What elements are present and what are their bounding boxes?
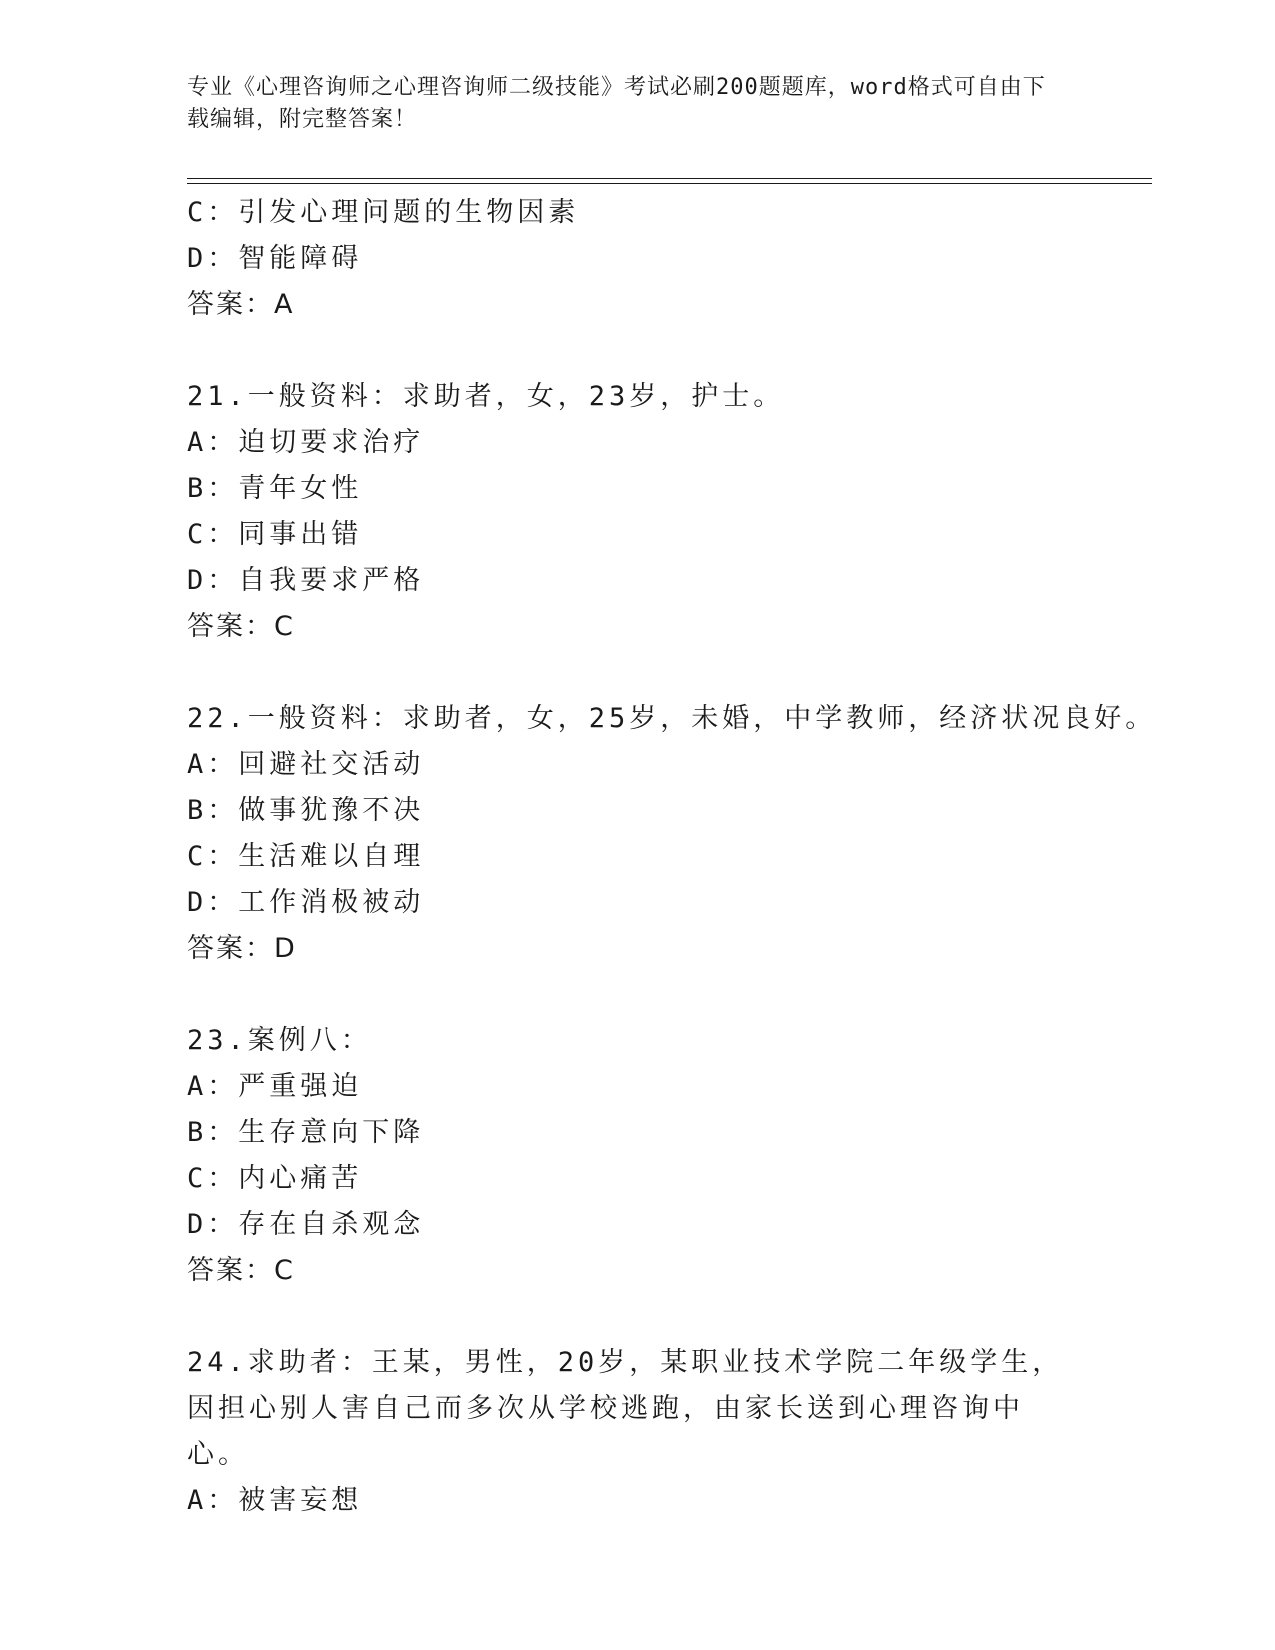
option-c: C：引发心理问题的生物因素 [187, 197, 580, 228]
option-d: D：工作消极被动 [187, 887, 425, 918]
question-block-22 [187, 696, 1157, 972]
question-stem: 23.案例八： [187, 1025, 372, 1056]
option-c: C：生活难以自理 [187, 841, 425, 872]
option-b: B：生存意向下降 [187, 1117, 425, 1148]
header-divider-bottom [187, 183, 1152, 184]
option-a: A：回避社交活动 [187, 749, 425, 780]
question-block-21 [187, 374, 1087, 650]
question-stem: 22.一般资料：求助者，女，25岁，未婚，中学教师，经济状况良好。 [187, 703, 1157, 734]
question-list [187, 190, 1157, 1524]
option-c: C：内心痛苦 [187, 1163, 363, 1194]
document-header: 专业《心理咨询师之心理咨询师二级技能》考试必刷200题题库，word格式可自由下载编辑，附完整答案！ [187, 75, 1046, 132]
option-b: B：青年女性 [187, 473, 363, 504]
option-a: A：被害妄想 [187, 1485, 363, 1516]
question-block-23 [187, 1018, 1087, 1294]
option-a: A：迫切要求治疗 [187, 427, 425, 458]
option-a: A：严重强迫 [187, 1071, 363, 1102]
question-stem: 24.求助者：王某，男性，20岁，某职业技术学院二年级学生，因担心别人害自己而多次从学校逃跑，由家长送到心理咨询中心。 [187, 1347, 1064, 1470]
answer-line: 答案：C [187, 611, 295, 642]
option-d: D：自我要求严格 [187, 565, 425, 596]
answer-line: 答案：D [187, 933, 297, 964]
question-block-24 [187, 1340, 1087, 1524]
question-block-continued [187, 190, 1087, 328]
option-b: B：做事犹豫不决 [187, 795, 425, 826]
option-d: D：智能障碍 [187, 243, 363, 274]
option-d: D：存在自杀观念 [187, 1209, 425, 1240]
question-stem: 21.一般资料：求助者，女，23岁，护士。 [187, 381, 785, 412]
option-c: C：同事出错 [187, 519, 363, 550]
answer-line: 答案：C [187, 1255, 295, 1286]
header-divider-top [187, 178, 1152, 179]
answer-line: 答案：A [187, 289, 295, 320]
